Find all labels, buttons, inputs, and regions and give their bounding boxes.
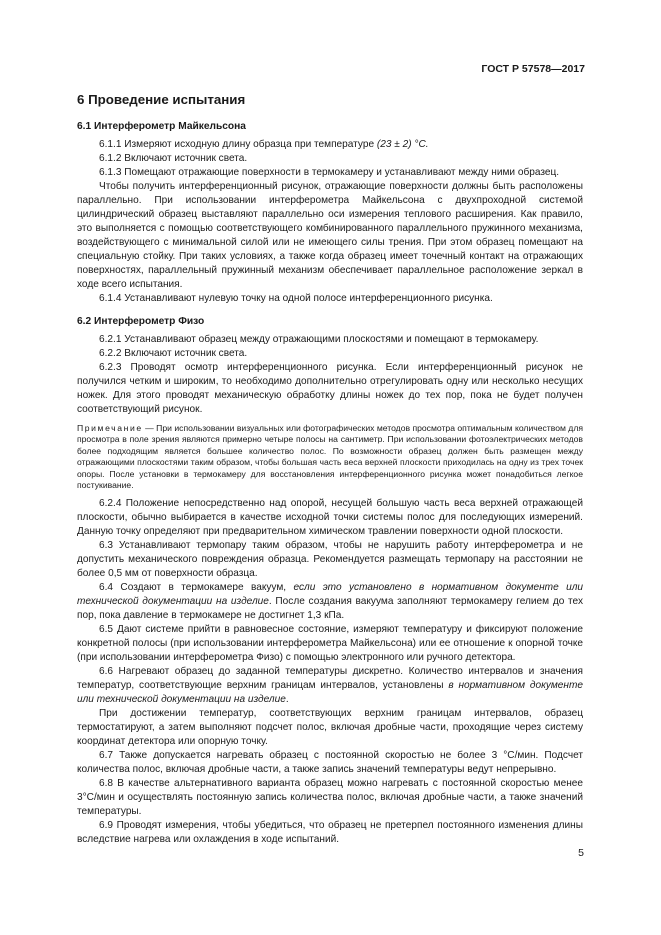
italic-clause: в нормативном документе или технической документации на изделие — [77, 680, 583, 706]
standard-number: ГОСТ Р 57578—2017 — [481, 63, 585, 75]
note-text: — При использовании визуальных или фотографических методов просмотра оптимальным количеством для просмотра в поле зрения являются примерно четыре полосы на сантиметр. При использовании фотоэлектрических методов более подходящим является большее количество полос. По возможности образец должен быть размещен между отражающими плоскостями таким образом, чтобы большая часть веса верхней плоскости приходилась на одну из трех точек опоры. После установки в термокамеру для восстановления интерференционного рисунка может понадобиться легкое постукивание. — [77, 423, 583, 491]
paragraph-6-2-1: 6.2.1 Устанавливают образец между отражающими плоскостями и помещают в термокамеру. — [99, 334, 539, 345]
text-span: 6.4 Создают в термокамере вакуум, — [99, 582, 294, 594]
subsection-title-6-2: 6.2 Интерферометр Физо — [77, 316, 205, 327]
paragraph-6-6-body: При достижении температур, соответствующих верхним границам интервалов, образец термостатируют, а затем выполняют подсчет полос, включая дробные части, проходящие через систему координат детектора или опорную точку. — [77, 708, 583, 748]
text-span: . — [285, 694, 289, 706]
paragraph-6-7: 6.7 Также допускается нагревать образец с постоянной скоростью не более 3 °С/мин. Подсчет количества полос, включая дробные части, а также запись значений температуры ведут непрерывно. — [77, 750, 583, 776]
paragraph-6-4 — [77, 581, 583, 623]
paragraph-6-2-4: 6.2.4 Положение непосредственно над опорой, несущей большую часть веса верхней отражающей плоскости, обычно выбирается в качестве исходной точки системы полос для последующих измерений. Данную точку определяют при предварительном химическом травлении поверхности одной плоскости. — [77, 498, 583, 538]
paragraph-6-1-2: 6.1.2 Включают источник света. — [99, 153, 248, 164]
paragraph-6-2-3: 6.2.3 Проводят осмотр интерференционного рисунка. Если интерференционный рисунок не получился четким и широким, то необходимо дополнительно отрегулировать одну или несколько несущих ножек. Для этого проводят механическую обработку длины ножек до тех пор, пока не будет получен соответствующий рисунок. — [77, 362, 583, 415]
section-title: 6 Проведение испытания — [77, 92, 246, 107]
note-label: Примечание — [77, 423, 143, 433]
subsection-title-6-1: 6.1 Интерферометр Майкельсона — [77, 121, 246, 132]
paragraph-6-5: 6.5 Дают системе прийти в равновесное состояние, измеряют температуру и фиксируют положение конкретной полосы (при использовании интерферометра Майкельсона) или ее отношение к опорной точке (при использовании интерферометра Физо) с помощью электронного или ручного детектора. — [77, 624, 583, 664]
paragraph-6-3: 6.3 Устанавливают термопару таким образом, чтобы не нарушить работу интерферометра и не допустить механического повреждения образца. Рекомендуется размещать термопару на расстоянии не более 0,5 мм от поверхности образца. — [77, 540, 583, 580]
paragraph-6-8: 6.8 В качестве альтернативного варианта образец можно нагревать с постоянной скоростью менее 3°С/мин и осуществлять постоянную запись количества полос, включая дробные части, а также значений температуры. — [77, 778, 583, 818]
note — [77, 423, 583, 491]
text-span: 6.1.1 Измеряют исходную длину образца при температуре — [99, 139, 377, 150]
text-span: . После создания вакуума заполняют термокамеру гелием до тех пор, пока давление в термокамере не достигнет 1,3 кПа. — [77, 596, 583, 622]
paragraph-6-2-2: 6.2.2 Включают источник света. — [99, 348, 248, 359]
paragraph-6-1-1 — [77, 138, 583, 152]
paragraph-6-1-3: 6.1.3 Помещают отражающие поверхности в термокамеру и устанавливают между ними образец. — [99, 167, 560, 178]
paragraph-6-1-3-body: Чтобы получить интерференционный рисунок, отражающие поверхности должны быть расположены параллельно. При использовании интерферометра Майкельсона с двухпроходной системой цилиндрический образец выставляют параллельно оси измерения теплового расширения. Как правило, это выполняется с помощью соответствующего комбинированного параллельного пружинного механизма, воздействующего с минимальной силой или не имеющего силы трения. При этом образец помещают на специальную стойку. При таких условиях, а также когда образец имеет точечный контакт на отражающих поверхностях, параллельный пружинный механизм обеспечивает параллельное расположение зеркал в ходе всего испытания. — [77, 181, 583, 290]
paragraph-6-6 — [77, 665, 583, 707]
paragraph-6-1-4: 6.1.4 Устанавливают нулевую точку на одной полосе интерференционного рисунка. — [99, 293, 493, 304]
page-number: 5 — [578, 847, 584, 859]
page-content — [77, 92, 583, 847]
italic-clause: если это установлено в нормативном документе или технической документации на изделие — [77, 582, 584, 608]
text-span: 6.6 Нагревают образец до заданной температуры дискретно. Количество интервалов и значения температур, соответствующие верхним границам интервалов, установлены — [77, 666, 583, 692]
paragraph-6-9: 6.9 Проводят измерения, чтобы убедиться, что образец не претерпел постоянного изменения длины вследствие нагрева или охлаждения в ходе испытаний. — [77, 820, 583, 846]
temperature-value: (23 ± 2) °C. — [376, 139, 429, 150]
